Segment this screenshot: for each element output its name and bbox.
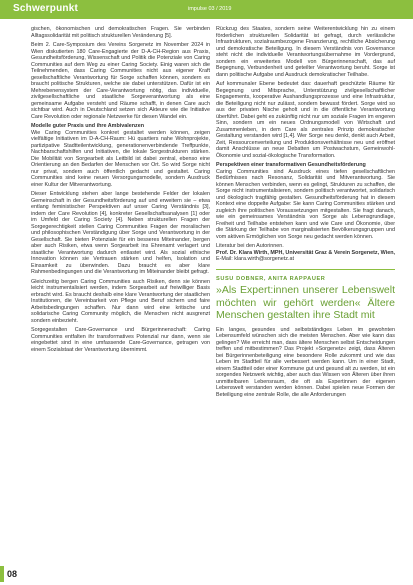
page-number-bar: [0, 566, 4, 582]
subheading: Modelle guter Praxis und ihre Ambivalenzen: [31, 123, 145, 129]
left-column: [31, 26, 210, 356]
paragraph: Wie Caring Communities konkret gestaltet werden können, zeigen vielfältige Initiativen im D-A-CH-Raum: Hü quartiers nahe Wohnprojekte, partizipative Stadtteilentwicklung, generationenverbindende Treffpunkte, Nachbarschaftshilfen und Initiativen, die lokale Sorgestrukturen stärken. Die Mobilität von Sorgearbeit als Leitbild ist dabei zentral, ebenso eine Orientierung an den Bedarfen der Menschen vor Ort. So wird Sorge nicht nur privat, sondern auch öffentlich gedacht und gestaltet. Caring Communities sind keine neuen Versorgungsmodelle, sondern Ausdruck einer Kultur der Mitverantwortung.: [31, 129, 210, 188]
paragraph: Auf kommunaler Ebene bedeutet das: dauerhaft geschützte Räume für Begegnung und Mitsprache, Unterstützung zivilgesellschaftlicher Engagements, kooperative Aushandlungsprozesse und eine Infrastruktur, die Beteiligung nicht nur zulässt, sondern bewusst fördert. Sorge wird so aus der privaten Nische geholt und in die öffentliche Verantwortung überführt. Dabei geht es zukünftig nicht nur um soziale Fragen im engeren Sinn, sondern um ein neues Ordnungsmodell von Wirtschaft und Zusammenleben, in dem Care als zentrales Prinzip demokratischer Gestaltung verstanden wird [1,4]. Wer Sorge neu denkt, denkt auch Arbeit, Zeit, Ressourcenverteilung und Produktionsverhältnisse neu und eröffnet damit Anschlüsse an neue Debatten um Postwachstum, Gemeinwohl-Ökonomie und sozial-ökologische Transformation.: [216, 81, 395, 159]
author-email[interactable]: E-Mail: klara.wirth@sorgenetz.at: [216, 256, 294, 262]
right-column: [216, 26, 395, 401]
section-header-bar: [0, 0, 413, 19]
issue-label: impulse 03 / 2019: [188, 6, 232, 12]
paragraph: Sorgegestalten Care-Governance und Bürgerinnenschaft: Caring Communities entfalten ihr transformatives Potenzial nur dann, wenn sie eingebettet sind in eine umfassende Care-Governance, getragen von einem Sozialstaat der Verantwortung übernimmt.: [31, 327, 210, 353]
section-label: Schwerpunkt: [13, 3, 78, 14]
paragraph: Caring Communities sind Ausdruck eines tiefen gesellschaftlichen Bedürfnisses nach Resonanz, Solidarität und Mitverantwortung. Sie können Menschen verbinden, wenn es gelingt, Strukturen zu schaffen, die Sorge nicht instrumentalisieren, sondern politisch verantwortet, solidarisch und ökologisch tragfähig gestalten. Gesundheitsförderung hat in diesem Kontext eine doppelte Aufgabe: Sie kann Caring Communities stärken und zugleich ihre politischen Voraussetzungen mitgestalten. Sie fragt danach, wie ein gemeinsames Verständnis von Sorge als Lebensgrundlage, Freiheit und Teilhabe entstehen kann und wie Care und Ökonomie, über die Stärkung der Teilhabe von marginalisierten Bevölkerungsgruppen und vom aktiven Ermöglichen von Sorge neu gedacht werden können.: [216, 168, 395, 240]
paragraph: Rückzug des Staates, sondern seine Weiterentwicklung hin zu einem förderlichen strukturellen Solidarität ist gefragt, durch verlässliche Infrastrukturen, sozialraumbezogene Finanzierung, rechtliche Absicherung und demokratische Beteiligung. In diesem Verständnis von Governance steht nicht die individuelle Verantwortungsübernahme im Vordergrund, sondern ein erweitertes Modell von Bürgerinnenschaft, das auf Begegnung, Verbundenheit und geteilter Verantwortung beruht. Sorge ist dann politische Aufgabe und Ausdruck demokratischer Teilhabe.: [216, 26, 395, 78]
article-headline: »Als Expert:innen unserer Lebenswelt möchten wir gehört werden« Ältere Menschen gestalten ihre Stadt mit: [216, 284, 395, 321]
paragraph: Dieser Entwicklung stehen aber lange bestehende Felder der lokalen Gemeinschaft in der Gesundheitsförderung auf und erweitern sie – etwa entlang feministischer Perspektiven auf unser Caring Verständnis [3], indem der Care Revolution [4], konkreter Gesellschaftsanalysen [1] oder im Umfeld der Caring Society [4]. Neben strukturellen Fragen der Sorgegerechtigkeit stellen Caring Communities Fragen der moralischen und philosophischen Verständigung über Sorge und Verantwortung in der Gesellschaft. Sie bieten Potenziale für ein besseres Miteinander, bergen aber auch Risiken, etwa wenn Sorgearbeit ins Ehrenamt verlagert und staatliche Verantwortung dadurch entlastet wird. Als sozial ethische Innovation können sie Vertrauen stärken und helfen, Isolation und Einsamkeit zu überwinden. Dazu braucht es aber klare Rahmenbedingungen und die Verantwortung im Miteinander bleibt gefragt.: [31, 191, 210, 275]
page-number: 08: [7, 569, 18, 579]
paragraph: Beim 2. Care-Symposium des Vereins Sorgenetz im November 2024 in Wien diskutierten 180 Care-Engagierte der D-A-CH-Region aus Praxis, Gesundheitsförderung, Wissenschaft und Politik die Potenziale von Caring Communities auf dem Weg zu einer Caring Society. Einig waren sich die Teilnehmenden, dass Caring Communities nicht aus eigener Kraft gesellschaftliche Verantwortung für Sorge schaffen können, sondern es braucht politische Strukturen, welche sie dabei unterstützen. Dafür ist ein Mehrebenensystem der Care-Verantwortung nötig, das individuelle, zivilgesellschaftliche und staatliche Sorgeverantwortung als eine gemeinsame Aufgabe versteht und Räume schafft, in denen Care auch sichtbar wird. Auch in Deutschland setzen sich Akteure wie die Initiative Care Revolution oder regionale Netzwerke für diesen Wandel ein.: [31, 42, 210, 120]
article-authors: SUSU DOBNER, ANITA RAPPAUER: [216, 275, 326, 282]
author-contact: [216, 250, 395, 263]
divider: [216, 269, 395, 270]
paragraph: gischen, ökonomischen und demokratischen Fragen. Sie verbinden Alltagssolidarität mit politisch strukturellen Veränderung [5].: [31, 26, 210, 39]
literature-note: Literatur bei den Autorinnen.: [216, 243, 284, 249]
subheading: Perspektiven einer transformativen Gesundheitsförderung: [216, 162, 366, 168]
paragraph: Gleichzeitig bergen Caring Communities auch Risiken, denn sie können leicht instrumentalisiert werden, indem Sorgearbeit auf freiwilliger Basis erbracht wird. Es braucht deshalb eine klare Verantwortung der staatlichen Institutionen, die Vereinbarkeit von Pflege und Beruf sichern und faire Arbeitsbedingungen schaffen. Nur dann wird eine kritische und solidarische Caring Community möglich, die Menschen nicht ausgrenzt sondern einbezieht.: [31, 278, 210, 324]
article-body: Ein langes, gesundes und selbstständiges Leben im gewohnten Lebensumfeld wünschen sich die meisten Menschen. Aber wie kann das gelingen? Wie erreicht man, dass ältere Menschen selbst Entscheidungen treffen und mitbestimmen? Das Projekt »Sorgenetz« zeigt, dass Älteren bei Bürgerinnenbeteiligung eine besondere Rolle zukommt und wie das Leben im Stadtteil für alle verbessert werden kann. Um in einer Stadt, einem Stadtteil oder einer Kommune gut und gesund alt zu werden, ist ein sorgendes Netzwerk wichtig, aber auch das Wissen von Älteren über ihren unmittelbaren Lebensraum, die oft als Expertinnen der eigenen Lebenswelt verstanden werden können. Dabei spielen neue Formen der Beteiligung eine zentrale Rolle, die alle Anforderungen: [216, 326, 395, 398]
author-name: Prof. Dr. Klara Wirth, MPH, Universität Graz & Verein Sorgenetz, Wien,: [216, 249, 395, 256]
